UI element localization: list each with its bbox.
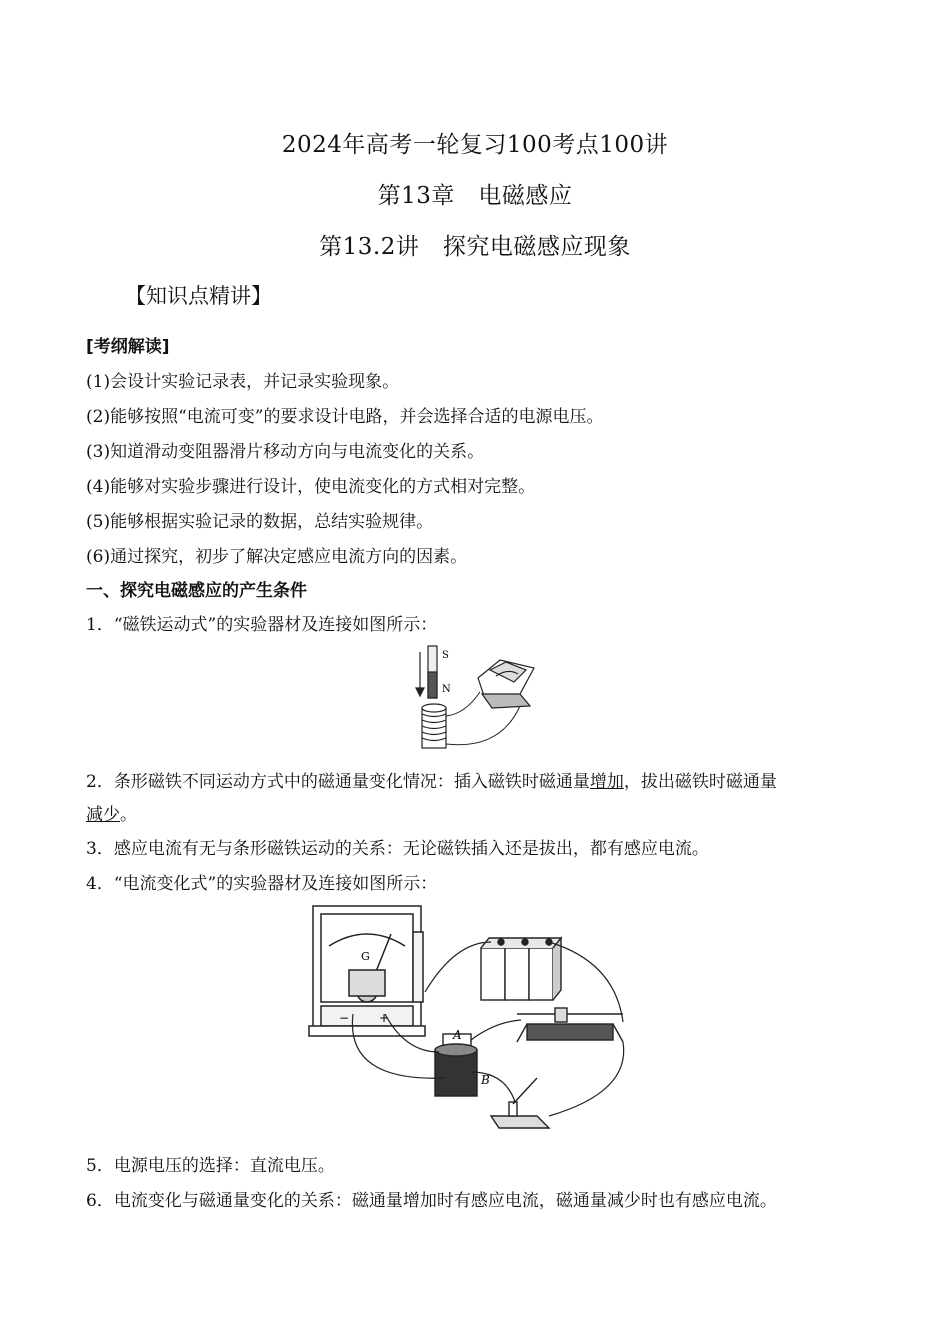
underline-answer: 增加: [589, 772, 624, 792]
rheostat: [517, 1008, 623, 1042]
down-arrow-icon: [416, 652, 424, 696]
paragraph-1: 1．“磁铁运动式”的实验器材及连接如图所示：: [86, 615, 438, 635]
document-title: 2024年高考一轮复习100考点100讲: [281, 132, 669, 158]
outline-heading: [考纲解读]: [86, 337, 170, 357]
outline-item: (6)通过探究，初步了解决定感应电流方向的因素。: [86, 547, 468, 567]
plus-terminal-label: +: [379, 1011, 390, 1025]
coil-a-label: A: [453, 1028, 462, 1042]
paragraph-4: 4．“电流变化式”的实验器材及连接如图所示：: [86, 874, 438, 894]
coil-b-label: B: [481, 1073, 490, 1087]
paragraph-2-cont: 减少。: [86, 805, 137, 825]
switch: [491, 1078, 549, 1128]
paragraph-5: 5．电源电压的选择：直流电压。: [86, 1156, 335, 1176]
figure-magnet-coil: [410, 644, 540, 752]
coil-a: [435, 1034, 477, 1096]
lecture-title: 第13.2讲 探究电磁感应现象: [319, 234, 631, 260]
meter-g-label: G: [361, 950, 370, 963]
chapter-title: 第13章 电磁感应: [377, 183, 573, 209]
part1-heading: 一、探究电磁感应的产生条件: [86, 581, 307, 601]
outline-item: (1)会设计实验记录表，并记录实验现象。: [86, 372, 400, 392]
outline-item: (3)知道滑动变阻器滑片移动方向与电流变化的关系。: [86, 442, 485, 462]
outline-item: (2)能够按照“电流可变”的要求设计电路，并会选择合适的电源电压。: [86, 407, 604, 427]
outline-item: (4)能够对实验步骤进行设计，使电流变化的方式相对完整。: [86, 477, 536, 497]
battery: [481, 938, 561, 1000]
paragraph-3: 3．感应电流有无与条形磁铁运动的关系：无论磁铁插入还是拔出，都有感应电流。: [86, 839, 709, 859]
coil: [422, 704, 446, 748]
underline-answer: 减少: [86, 805, 120, 825]
magnet-n-label: N: [442, 684, 451, 695]
paragraph-6: 6．电流变化与磁通量变化的关系：磁通量增加时有感应电流，磁通量减少时也有感应电流。: [86, 1191, 777, 1211]
magnet-s-label: S: [442, 650, 449, 661]
galvanometer: [478, 660, 534, 708]
minus-terminal-label: −: [339, 1011, 350, 1025]
outline-item: (5)能够根据实验记录的数据，总结实验规律。: [86, 512, 434, 532]
bar-magnet: [428, 646, 437, 698]
knowledge-section-tag: 【知识点精讲】: [125, 284, 272, 308]
figure-current-change-circuit: [305, 902, 655, 1134]
galvanometer: [309, 906, 425, 1036]
paragraph-2: 2．条形磁铁不同运动方式中的磁通量变化情况：插入磁铁时磁通量增加，拔出磁铁时磁通量: [86, 772, 777, 792]
